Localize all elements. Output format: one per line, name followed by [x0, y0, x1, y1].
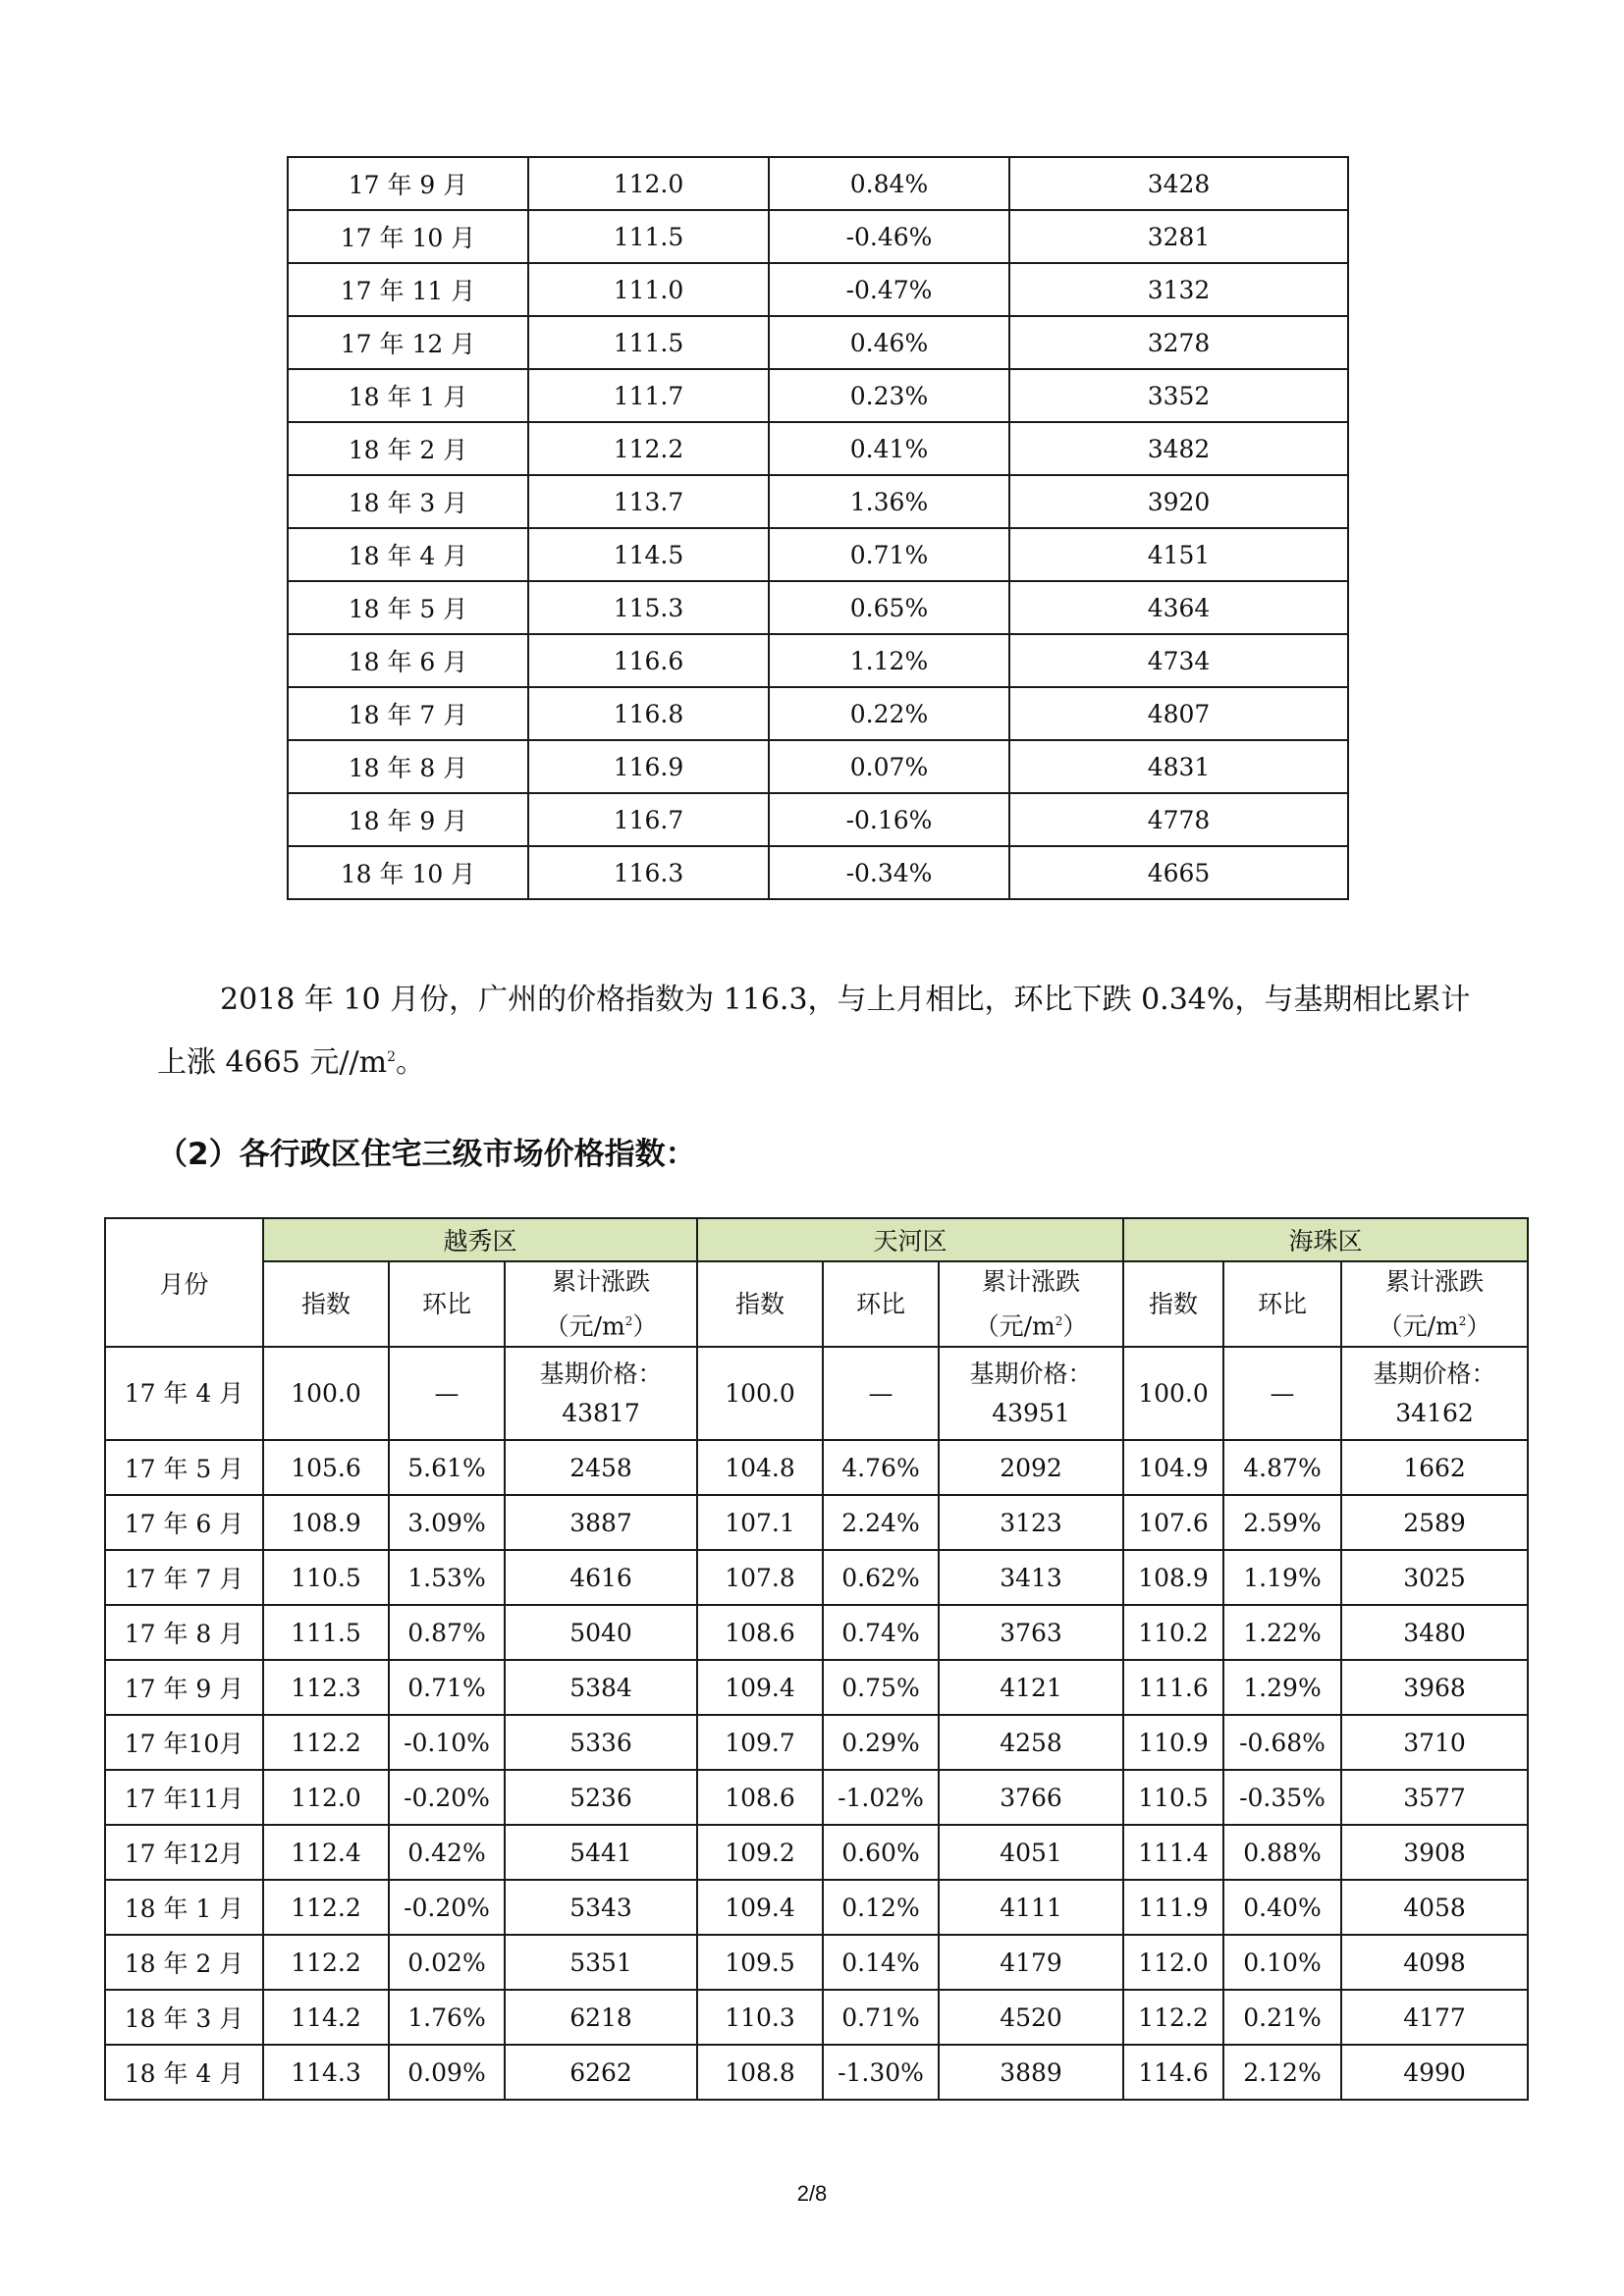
base-price-value: 34162	[1395, 1398, 1474, 1427]
price-index-table-body	[288, 157, 1348, 899]
haizhu-cumulative-cell: 3968	[1341, 1660, 1528, 1715]
cumulative-header-unit-sup: 2	[1458, 1314, 1467, 1328]
month-cell: 18 年 4 月	[105, 2045, 263, 2100]
district-header-haizhu: 海珠区	[1123, 1218, 1528, 1261]
tianhe-index-cell: 109.7	[697, 1715, 823, 1770]
yuexiu-mom-cell: 0.87%	[389, 1605, 505, 1660]
month-cell: 17 年 11 月	[288, 263, 528, 316]
mom-change-cell: —	[389, 1347, 505, 1440]
index-cell: 116.8	[528, 687, 769, 740]
yuexiu-mom-cell: -0.10%	[389, 1715, 505, 1770]
yuexiu-cumulative-cell: 5351	[505, 1935, 697, 1990]
haizhu-index-cell: 110.2	[1123, 1605, 1223, 1660]
index-cell: 113.7	[528, 475, 769, 528]
yuexiu-mom-cell: 0.42%	[389, 1825, 505, 1880]
tianhe-index-cell: 108.8	[697, 2045, 823, 2100]
table-row	[105, 1715, 1528, 1770]
summary-paragraph	[157, 972, 1483, 1092]
haizhu-cumulative-cell: 3025	[1341, 1550, 1528, 1605]
haizhu-mom-cell: 0.10%	[1223, 1935, 1341, 1990]
haizhu-index-cell: 104.9	[1123, 1440, 1223, 1495]
table-row	[288, 263, 1348, 316]
tianhe-mom-cell: 0.75%	[823, 1660, 939, 1715]
yuexiu-cumulative-cell: 5384	[505, 1660, 697, 1715]
table-row	[288, 475, 1348, 528]
haizhu-cumulative-cell: 3577	[1341, 1770, 1528, 1825]
haizhu-mom-cell: 2.12%	[1223, 2045, 1341, 2100]
tianhe-cumulative-cell: 4111	[939, 1880, 1123, 1935]
yuexiu-mom-cell: 1.53%	[389, 1550, 505, 1605]
cumulative-change-cell: 3920	[1009, 475, 1348, 528]
tianhe-mom-cell: 0.71%	[823, 1990, 939, 2045]
mom-change-cell: -0.16%	[769, 793, 1009, 846]
table-row	[105, 2045, 1528, 2100]
district-table-body	[105, 1347, 1528, 2100]
cumulative-header-unit: （元/m	[544, 1311, 625, 1341]
tianhe-index-cell: 108.6	[697, 1605, 823, 1660]
mom-change-cell: 0.23%	[769, 369, 1009, 422]
yuexiu-cumulative-cell: 3887	[505, 1495, 697, 1550]
haizhu-mom-cell: -0.35%	[1223, 1770, 1341, 1825]
tianhe-cumulative-cell: 4179	[939, 1935, 1123, 1990]
haizhu-mom-cell: 1.19%	[1223, 1550, 1341, 1605]
district-table-header	[105, 1218, 1528, 1347]
month-cell: 17 年 8 月	[105, 1605, 263, 1660]
cumulative-header	[939, 1261, 1123, 1347]
yuexiu-index-cell: 112.0	[263, 1770, 389, 1825]
haizhu-cumulative-cell: 2589	[1341, 1495, 1528, 1550]
index-header: 指数	[1123, 1261, 1223, 1347]
mom-header: 环比	[389, 1261, 505, 1347]
base-price-label: 基期价格：	[1373, 1359, 1496, 1388]
index-cell: 116.3	[528, 846, 769, 899]
haizhu-cumulative-cell: 3480	[1341, 1605, 1528, 1660]
yuexiu-index-cell: 112.2	[263, 1880, 389, 1935]
month-cell: 18 年 8 月	[288, 740, 528, 793]
yuexiu-index-cell: 110.5	[263, 1550, 389, 1605]
tianhe-mom-cell: 4.76%	[823, 1440, 939, 1495]
table-row	[105, 1825, 1528, 1880]
base-period-row	[105, 1347, 1528, 1440]
yuexiu-index-cell: 114.3	[263, 2045, 389, 2100]
index-cell: 100.0	[1123, 1347, 1223, 1440]
yuexiu-cumulative-cell: 6218	[505, 1990, 697, 2045]
yuexiu-index-cell: 112.4	[263, 1825, 389, 1880]
base-price-label: 基期价格：	[539, 1359, 663, 1388]
haizhu-mom-cell: 0.21%	[1223, 1990, 1341, 2045]
yuexiu-cumulative-cell: 5336	[505, 1715, 697, 1770]
month-cell: 17 年 7 月	[105, 1550, 263, 1605]
mom-change-cell: 1.36%	[769, 475, 1009, 528]
base-price-cell	[939, 1347, 1123, 1440]
month-cell: 18 年 2 月	[288, 422, 528, 475]
table-row	[105, 1550, 1528, 1605]
table-row	[288, 846, 1348, 899]
month-cell: 17 年11月	[105, 1770, 263, 1825]
base-price-cell	[1341, 1347, 1528, 1440]
tianhe-mom-cell: 0.74%	[823, 1605, 939, 1660]
tianhe-mom-cell: 2.24%	[823, 1495, 939, 1550]
tianhe-cumulative-cell: 4121	[939, 1660, 1123, 1715]
tianhe-index-cell: 108.6	[697, 1770, 823, 1825]
yuexiu-index-cell: 112.2	[263, 1935, 389, 1990]
cumulative-header-unit-close: ）	[1062, 1311, 1088, 1341]
table-row	[288, 528, 1348, 581]
tianhe-index-cell: 109.2	[697, 1825, 823, 1880]
cumulative-change-cell: 4151	[1009, 528, 1348, 581]
cumulative-change-cell: 3132	[1009, 263, 1348, 316]
base-price-value: 43951	[992, 1398, 1070, 1427]
table-row	[105, 1935, 1528, 1990]
tianhe-cumulative-cell: 4051	[939, 1825, 1123, 1880]
month-cell: 17 年 9 月	[105, 1660, 263, 1715]
index-cell: 100.0	[697, 1347, 823, 1440]
index-cell: 111.0	[528, 263, 769, 316]
cumulative-header-unit-sup: 2	[624, 1314, 633, 1328]
tianhe-mom-cell: 0.14%	[823, 1935, 939, 1990]
district-sub-header-row	[105, 1261, 1528, 1347]
yuexiu-index-cell: 112.2	[263, 1715, 389, 1770]
tianhe-cumulative-cell: 4258	[939, 1715, 1123, 1770]
tianhe-index-cell: 109.4	[697, 1660, 823, 1715]
table-row	[288, 369, 1348, 422]
index-cell: 111.5	[528, 210, 769, 263]
month-cell: 17 年 9 月	[288, 157, 528, 210]
cumulative-header-line1: 累计涨跌	[551, 1267, 650, 1296]
haizhu-mom-cell: 4.87%	[1223, 1440, 1341, 1495]
mom-change-cell: -0.46%	[769, 210, 1009, 263]
yuexiu-mom-cell: -0.20%	[389, 1880, 505, 1935]
district-price-index-table	[104, 1217, 1529, 2101]
haizhu-mom-cell: 1.29%	[1223, 1660, 1341, 1715]
tianhe-mom-cell: -1.30%	[823, 2045, 939, 2100]
month-header: 月份	[105, 1218, 263, 1347]
haizhu-cumulative-cell: 3908	[1341, 1825, 1528, 1880]
summary-end: 。	[396, 1045, 426, 1080]
haizhu-mom-cell: 2.59%	[1223, 1495, 1341, 1550]
tianhe-mom-cell: -1.02%	[823, 1770, 939, 1825]
mom-change-cell: 0.46%	[769, 316, 1009, 369]
yuexiu-mom-cell: 3.09%	[389, 1495, 505, 1550]
index-cell: 111.5	[528, 316, 769, 369]
mom-change-cell: 0.07%	[769, 740, 1009, 793]
mom-change-cell: 0.65%	[769, 581, 1009, 634]
section-heading: （2）各行政区住宅三级市场价格指数：	[157, 1137, 696, 1172]
tianhe-cumulative-cell: 3766	[939, 1770, 1123, 1825]
tianhe-index-cell: 109.5	[697, 1935, 823, 1990]
cumulative-change-cell: 4807	[1009, 687, 1348, 740]
mom-change-cell: —	[823, 1347, 939, 1440]
tianhe-index-cell: 107.1	[697, 1495, 823, 1550]
table-row	[288, 210, 1348, 263]
cumulative-header-line1: 累计涨跌	[981, 1267, 1080, 1296]
district-header-yuexiu: 越秀区	[263, 1218, 697, 1261]
yuexiu-mom-cell: 0.71%	[389, 1660, 505, 1715]
haizhu-index-cell: 111.4	[1123, 1825, 1223, 1880]
table-row	[288, 581, 1348, 634]
cumulative-change-cell: 4734	[1009, 634, 1348, 687]
haizhu-cumulative-cell: 4098	[1341, 1935, 1528, 1990]
haizhu-cumulative-cell: 3710	[1341, 1715, 1528, 1770]
tianhe-cumulative-cell: 3123	[939, 1495, 1123, 1550]
index-cell: 116.9	[528, 740, 769, 793]
summary-unit-superscript: 2	[387, 1049, 397, 1065]
haizhu-index-cell: 112.0	[1123, 1935, 1223, 1990]
tianhe-mom-cell: 0.29%	[823, 1715, 939, 1770]
month-cell: 18 年 3 月	[105, 1990, 263, 2045]
yuexiu-cumulative-cell: 2458	[505, 1440, 697, 1495]
table-row	[288, 793, 1348, 846]
yuexiu-mom-cell: 0.09%	[389, 2045, 505, 2100]
summary-text: 2018 年 10 月份，广州的价格指数为 116.3，与上月相比，环比下跌 0.34%，与基期相比累计上涨 4665 元//m	[157, 983, 1471, 1080]
month-cell: 18 年 9 月	[288, 793, 528, 846]
haizhu-index-cell: 112.2	[1123, 1990, 1223, 2045]
yuexiu-mom-cell: 5.61%	[389, 1440, 505, 1495]
month-cell: 17 年12月	[105, 1825, 263, 1880]
tianhe-cumulative-cell: 4520	[939, 1990, 1123, 2045]
yuexiu-index-cell: 112.3	[263, 1660, 389, 1715]
cumulative-change-cell: 3428	[1009, 157, 1348, 210]
haizhu-mom-cell: -0.68%	[1223, 1715, 1341, 1770]
haizhu-index-cell: 114.6	[1123, 2045, 1223, 2100]
mom-change-cell: 0.22%	[769, 687, 1009, 740]
haizhu-index-cell: 110.5	[1123, 1770, 1223, 1825]
month-cell: 17 年 5 月	[105, 1440, 263, 1495]
tianhe-index-cell: 107.8	[697, 1550, 823, 1605]
cumulative-change-cell: 4778	[1009, 793, 1348, 846]
table-row	[288, 157, 1348, 210]
base-price-value: 43817	[562, 1398, 640, 1427]
yuexiu-index-cell: 114.2	[263, 1990, 389, 2045]
tianhe-index-cell: 109.4	[697, 1880, 823, 1935]
yuexiu-cumulative-cell: 5040	[505, 1605, 697, 1660]
cumulative-header-unit-close: ）	[1466, 1311, 1491, 1341]
month-cell: 18 年 4 月	[288, 528, 528, 581]
mom-change-cell: 1.12%	[769, 634, 1009, 687]
index-cell: 114.5	[528, 528, 769, 581]
index-header: 指数	[697, 1261, 823, 1347]
base-price-label: 基期价格：	[969, 1359, 1093, 1388]
yuexiu-index-cell: 108.9	[263, 1495, 389, 1550]
month-cell: 18 年 5 月	[288, 581, 528, 634]
cumulative-header-line1: 累计涨跌	[1384, 1267, 1484, 1296]
yuexiu-cumulative-cell: 4616	[505, 1550, 697, 1605]
mom-change-cell: -0.47%	[769, 263, 1009, 316]
price-index-table	[287, 156, 1349, 900]
index-cell: 112.0	[528, 157, 769, 210]
haizhu-index-cell: 111.6	[1123, 1660, 1223, 1715]
tianhe-cumulative-cell: 3413	[939, 1550, 1123, 1605]
base-price-cell	[505, 1347, 697, 1440]
tianhe-mom-cell: 0.60%	[823, 1825, 939, 1880]
tianhe-mom-cell: 0.62%	[823, 1550, 939, 1605]
tianhe-cumulative-cell: 3889	[939, 2045, 1123, 2100]
month-cell: 18 年 6 月	[288, 634, 528, 687]
month-cell: 18 年 3 月	[288, 475, 528, 528]
cumulative-header-unit-close: ）	[632, 1311, 658, 1341]
table-row	[288, 740, 1348, 793]
table-row	[105, 1770, 1528, 1825]
month-cell: 17 年 10 月	[288, 210, 528, 263]
month-cell: 18 年 1 月	[288, 369, 528, 422]
cumulative-header	[1341, 1261, 1528, 1347]
cumulative-change-cell: 4831	[1009, 740, 1348, 793]
cumulative-header-unit-sup: 2	[1055, 1314, 1063, 1328]
haizhu-index-cell: 107.6	[1123, 1495, 1223, 1550]
month-cell: 17 年10月	[105, 1715, 263, 1770]
mom-change-cell: 0.41%	[769, 422, 1009, 475]
table-row	[288, 687, 1348, 740]
table-row	[288, 634, 1348, 687]
cumulative-header-unit: （元/m	[974, 1311, 1056, 1341]
cumulative-change-cell: 4665	[1009, 846, 1348, 899]
index-cell: 115.3	[528, 581, 769, 634]
month-cell: 18 年 2 月	[105, 1935, 263, 1990]
index-cell: 112.2	[528, 422, 769, 475]
yuexiu-mom-cell: 1.76%	[389, 1990, 505, 2045]
haizhu-cumulative-cell: 1662	[1341, 1440, 1528, 1495]
yuexiu-cumulative-cell: 5343	[505, 1880, 697, 1935]
tianhe-index-cell: 104.8	[697, 1440, 823, 1495]
cumulative-header	[505, 1261, 697, 1347]
haizhu-mom-cell: 1.22%	[1223, 1605, 1341, 1660]
table-row	[288, 316, 1348, 369]
table-row	[288, 422, 1348, 475]
haizhu-cumulative-cell: 4177	[1341, 1990, 1528, 2045]
index-header: 指数	[263, 1261, 389, 1347]
table-row	[105, 1660, 1528, 1715]
month-cell: 18 年 1 月	[105, 1880, 263, 1935]
index-cell: 116.7	[528, 793, 769, 846]
haizhu-index-cell: 108.9	[1123, 1550, 1223, 1605]
yuexiu-mom-cell: -0.20%	[389, 1770, 505, 1825]
page-number: 2/8	[796, 2181, 828, 2206]
cumulative-change-cell: 4364	[1009, 581, 1348, 634]
mom-header: 环比	[823, 1261, 939, 1347]
haizhu-cumulative-cell: 4990	[1341, 2045, 1528, 2100]
cumulative-change-cell: 3482	[1009, 422, 1348, 475]
mom-change-cell: 0.84%	[769, 157, 1009, 210]
table-row	[105, 1440, 1528, 1495]
tianhe-cumulative-cell: 2092	[939, 1440, 1123, 1495]
yuexiu-cumulative-cell: 6262	[505, 2045, 697, 2100]
mom-change-cell: 0.71%	[769, 528, 1009, 581]
month-cell: 18 年 10 月	[288, 846, 528, 899]
haizhu-mom-cell: 0.40%	[1223, 1880, 1341, 1935]
cumulative-change-cell: 3352	[1009, 369, 1348, 422]
haizhu-index-cell: 110.9	[1123, 1715, 1223, 1770]
month-cell: 17 年 4 月	[105, 1347, 263, 1440]
month-cell: 18 年 7 月	[288, 687, 528, 740]
mom-header: 环比	[1223, 1261, 1341, 1347]
tianhe-index-cell: 110.3	[697, 1990, 823, 2045]
tianhe-mom-cell: 0.12%	[823, 1880, 939, 1935]
cumulative-change-cell: 3278	[1009, 316, 1348, 369]
index-cell: 111.7	[528, 369, 769, 422]
haizhu-mom-cell: 0.88%	[1223, 1825, 1341, 1880]
table-row	[105, 1605, 1528, 1660]
yuexiu-cumulative-cell: 5441	[505, 1825, 697, 1880]
cumulative-change-cell: 3281	[1009, 210, 1348, 263]
yuexiu-index-cell: 105.6	[263, 1440, 389, 1495]
district-header-tianhe: 天河区	[697, 1218, 1123, 1261]
yuexiu-mom-cell: 0.02%	[389, 1935, 505, 1990]
yuexiu-cumulative-cell: 5236	[505, 1770, 697, 1825]
month-cell: 17 年 6 月	[105, 1495, 263, 1550]
haizhu-cumulative-cell: 4058	[1341, 1880, 1528, 1935]
cumulative-header-unit: （元/m	[1378, 1311, 1459, 1341]
tianhe-cumulative-cell: 3763	[939, 1605, 1123, 1660]
yuexiu-index-cell: 111.5	[263, 1605, 389, 1660]
month-cell: 17 年 12 月	[288, 316, 528, 369]
table-row	[105, 1990, 1528, 2045]
index-cell: 116.6	[528, 634, 769, 687]
index-cell: 100.0	[263, 1347, 389, 1440]
mom-change-cell: —	[1223, 1347, 1341, 1440]
mom-change-cell: -0.34%	[769, 846, 1009, 899]
haizhu-index-cell: 111.9	[1123, 1880, 1223, 1935]
table-row	[105, 1495, 1528, 1550]
table-row	[105, 1880, 1528, 1935]
